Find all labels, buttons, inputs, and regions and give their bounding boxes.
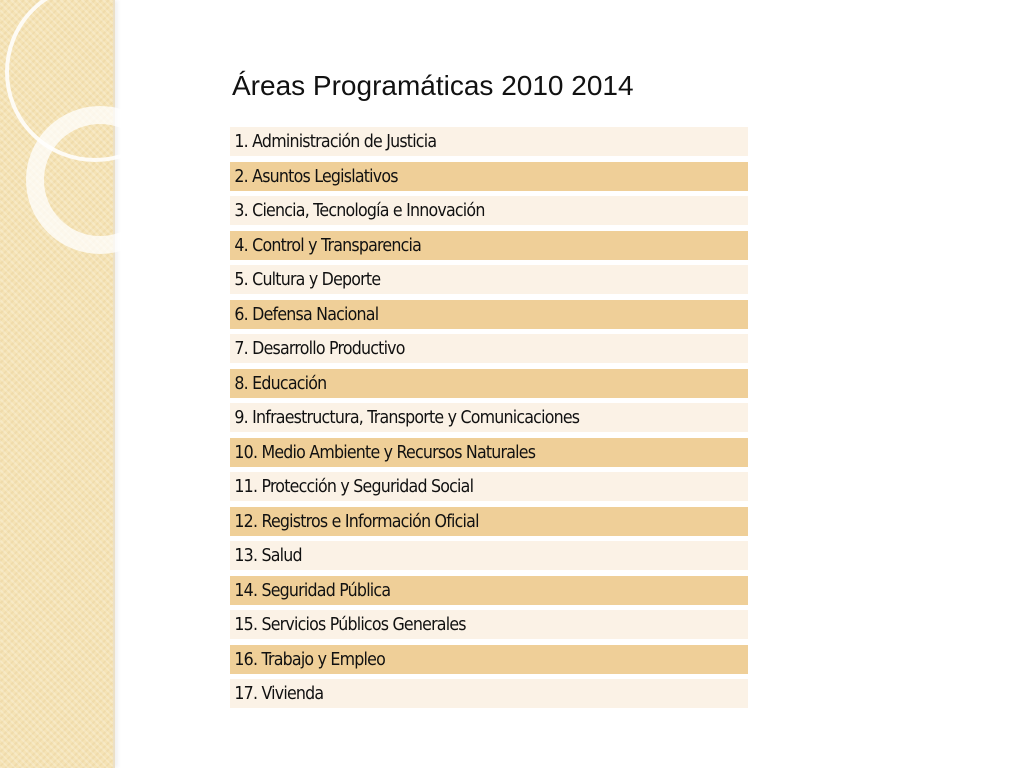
area-item-12: 12. Registros e Información Oficial <box>234 510 479 532</box>
area-item-6: 6. Defensa Nacional <box>234 303 379 325</box>
area-item-3: 3. Ciencia, Tecnología e Innovación <box>234 200 485 221</box>
slide-title: Áreas Programáticas 2010 2014 <box>232 70 634 101</box>
area-item-10: 10. Medio Ambiente y Recursos Naturales <box>234 441 536 463</box>
area-item-7: 7. Desarrollo Productivo <box>234 338 405 359</box>
area-item-4: 4. Control y Transparencia <box>234 234 422 256</box>
area-item-11: 11. Protección y Seguridad Social <box>234 476 474 497</box>
area-item-13: 13. Salud <box>234 545 302 566</box>
area-item-9: 9. Infraestructura, Transporte y Comunicaciones <box>234 407 580 428</box>
area-item-17: 17. Vivienda <box>234 683 324 704</box>
area-item-5: 5. Cultura y Deporte <box>234 269 381 290</box>
area-item-14: 14. Seguridad Pública <box>234 579 391 601</box>
decorative-side-band <box>0 0 115 768</box>
area-item-2: 2. Asuntos Legislativos <box>234 165 398 187</box>
area-item-15: 15. Servicios Públicos Generales <box>234 614 466 635</box>
area-item-16: 16. Trabajo y Empleo <box>234 648 385 670</box>
areas-list <box>230 127 748 714</box>
area-item-1: 1. Administración de Justicia <box>234 131 437 152</box>
area-item-8: 8. Educación <box>234 372 327 394</box>
